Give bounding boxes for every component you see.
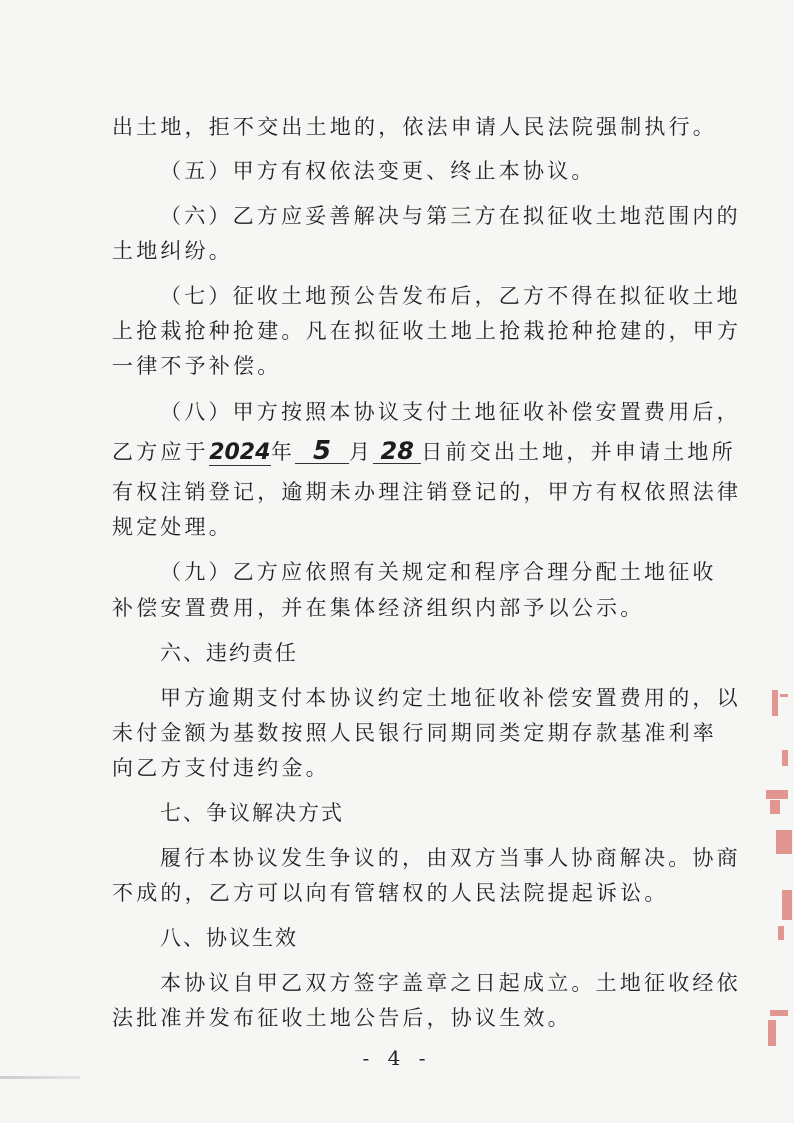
handwritten-day-field: 28 bbox=[373, 439, 421, 464]
paragraph-line: 甲方逾期支付本协议约定土地征收补偿安置费用的，以 bbox=[160, 686, 741, 710]
handover-date-line bbox=[112, 438, 736, 466]
paragraph-line: 未付金额为基数按照人民银行同期同类定期存款基准利率 bbox=[112, 721, 717, 745]
page-number: - 4 - bbox=[362, 1046, 432, 1070]
paragraph-line: 履行本协议发生争议的，由双方当事人协商解决。协商 bbox=[160, 846, 741, 870]
section-heading-6: 六、违约责任 bbox=[160, 641, 298, 665]
paragraph-line: 法批准并发布征收土地公告后，协议生效。 bbox=[112, 1006, 572, 1030]
year-unit: 年 bbox=[270, 440, 296, 464]
section-heading-7: 七、争议解决方式 bbox=[160, 801, 344, 825]
clause-5: （五）甲方有权依法变更、终止本协议。 bbox=[160, 159, 596, 183]
date-prefix: 乙方应于 bbox=[112, 440, 209, 464]
paragraph-line: 补偿安置费用，并在集体经济组织内部予以公示。 bbox=[112, 596, 645, 620]
paragraph-line: 不成的，乙方可以向有管辖权的人民法院提起诉讼。 bbox=[112, 881, 669, 905]
date-suffix: 日前交出土地，并申请土地所 bbox=[421, 440, 736, 464]
paragraph-line: 土地纠纷。 bbox=[112, 239, 233, 263]
paragraph-line: 有权注销登记，逾期未办理注销登记的，甲方有权依照法律 bbox=[112, 480, 742, 504]
clause-9: （九）乙方应依照有关规定和程序合理分配土地征收 bbox=[160, 560, 717, 584]
clause-8: （八）甲方按照本协议支付土地征收补偿安置费用后， bbox=[160, 400, 741, 424]
clause-7: （七）征收土地预公告发布后，乙方不得在拟征收土地 bbox=[160, 284, 741, 308]
paragraph-line: 一律不予补偿。 bbox=[112, 354, 282, 378]
paragraph-line: 规定处理。 bbox=[112, 515, 233, 539]
section-heading-8: 八、协议生效 bbox=[160, 926, 298, 950]
paragraph-line: 本协议自甲乙双方签字盖章之日起成立。土地征收经依 bbox=[160, 971, 741, 995]
paragraph-line: 出土地，拒不交出土地的，依法申请人民法院强制执行。 bbox=[112, 115, 717, 139]
clause-6: （六）乙方应妥善解决与第三方在拟征收土地范围内的 bbox=[160, 204, 741, 228]
paragraph-line: 向乙方支付违约金。 bbox=[112, 756, 330, 780]
seal-stamp-edge bbox=[756, 690, 794, 1050]
handwritten-month-field: 5 bbox=[295, 439, 349, 464]
scan-artifact bbox=[0, 1076, 80, 1079]
handwritten-year-field: 2024 bbox=[209, 440, 271, 465]
month-unit: 月 bbox=[349, 440, 374, 464]
paragraph-line: 上抢栽抢种抢建。凡在拟征收土地上抢栽抢种抢建的，甲方 bbox=[112, 319, 742, 343]
